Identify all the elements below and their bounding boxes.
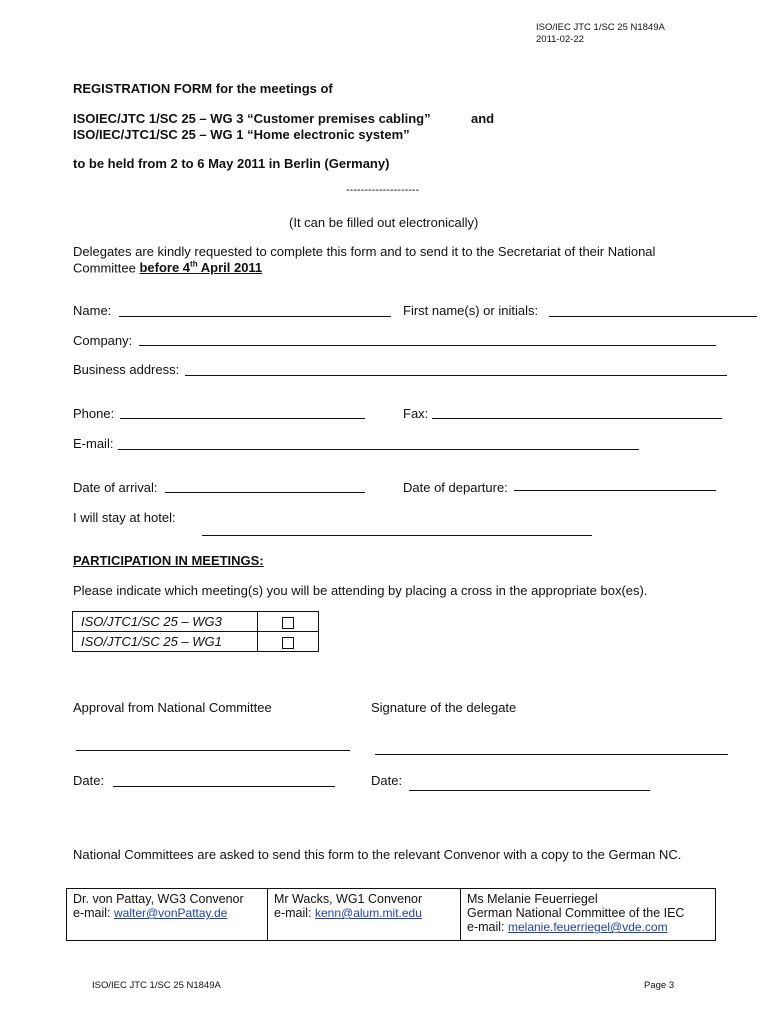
send-note: National Committees are asked to send this form to the relevant Convenor with a copy to the German NC. — [73, 847, 682, 862]
footer-doc-id: ISO/IEC JTC 1/SC 25 N1849A — [92, 980, 221, 991]
approval-signature-line[interactable] — [76, 750, 350, 751]
hotel-input-line[interactable] — [202, 535, 592, 536]
contact-german-nc: Ms Melanie Feuerriegel German National Committee of the IEC e-mail: melanie.feuerriegel@vde.com — [461, 889, 716, 941]
meetings-table — [72, 611, 319, 652]
name-input-line[interactable] — [119, 316, 391, 317]
name-label: Name: — [73, 303, 112, 318]
contact-german-nc-name: Ms Melanie Feuerriegel — [467, 892, 598, 906]
date-departure-input-line[interactable] — [514, 490, 716, 491]
contact-wg3-name: Dr. von Pattay, WG3 Convenor — [73, 892, 244, 906]
meeting-wg1-title: ISO/IEC/JTC1/SC 25 – WG 1 “Home electronic system” — [73, 127, 410, 142]
signature-label: Signature of the delegate — [371, 700, 517, 715]
approval-date-label: Date: — [73, 773, 105, 788]
separator: -------------------- — [346, 184, 420, 196]
company-label: Company: — [73, 333, 133, 348]
delegate-signature-line[interactable] — [375, 754, 728, 755]
footer-page-number: Page 3 — [644, 980, 675, 991]
contact-wg3-email-link[interactable]: walter@vonPattay.de — [113, 906, 228, 920]
contact-wg1-email-link[interactable]: kenn@alum.mit.edu — [314, 906, 422, 920]
contact-wg1: Mr Wacks, WG1 Convenor e-mail: kenn@alum.mit.edu — [268, 889, 461, 941]
date-arrival-input-line[interactable] — [165, 492, 365, 493]
meeting-label-wg1: ISO/JTC1/SC 25 – WG1 — [73, 632, 258, 652]
title-and: and — [471, 111, 495, 126]
approval-date-line[interactable] — [113, 786, 335, 787]
first-name-label: First name(s) or initials: — [403, 303, 539, 318]
meeting-dates: to be held from 2 to 6 May 2011 in Berlin (Germany) — [73, 156, 390, 171]
fax-input-line[interactable] — [432, 418, 722, 419]
contact-german-nc-email-link[interactable]: melanie.feuerriegel@vde.com — [507, 920, 668, 934]
deadline: before 4th April 2011 — [139, 260, 263, 276]
contact-wg1-name: Mr Wacks, WG1 Convenor — [274, 892, 423, 906]
phone-input-line[interactable] — [120, 418, 365, 419]
company-input-line[interactable] — [139, 345, 716, 346]
business-address-label: Business address: — [73, 362, 180, 377]
email-input-line[interactable] — [118, 449, 639, 450]
meeting-wg3-title: ISOIEC/JTC 1/SC 25 – WG 3 “Customer premises cabling” — [73, 111, 431, 126]
instructions-line2: Committee before 4th April 2011 — [73, 260, 263, 276]
meeting-row-wg3 — [73, 612, 319, 632]
instructions-line1: Delegates are kindly requested to complete this form and to send it to the Secretariat of their National — [73, 244, 656, 259]
delegate-date-label: Date: — [371, 773, 403, 788]
meeting-label-wg3: ISO/JTC1/SC 25 – WG3 — [73, 612, 258, 632]
email-label: E-mail: — [73, 436, 114, 451]
wg3-checkbox[interactable] — [282, 617, 294, 629]
date-departure-label: Date of departure: — [403, 480, 508, 495]
fax-label: Fax: — [403, 406, 429, 421]
phone-label: Phone: — [73, 406, 115, 421]
first-name-input-line[interactable] — [549, 316, 757, 317]
date-arrival-label: Date of arrival: — [73, 480, 158, 495]
participation-instruction: Please indicate which meeting(s) you will be attending by placing a cross in the appropriate box(es). — [73, 583, 648, 598]
form-title: REGISTRATION FORM for the meetings of — [73, 81, 333, 96]
wg1-checkbox[interactable] — [282, 637, 294, 649]
business-address-input-line[interactable] — [185, 375, 727, 376]
hotel-label: I will stay at hotel: — [73, 510, 176, 525]
meeting-row-wg1 — [73, 632, 319, 652]
contact-german-nc-org: German National Committee of the IEC — [467, 906, 685, 920]
contacts-table — [66, 888, 716, 941]
header-date: 2011-02-22 — [536, 34, 584, 45]
approval-label: Approval from National Committee — [73, 700, 272, 715]
contact-wg3: Dr. von Pattay, WG3 Convenor e-mail: walter@vonPattay.de — [67, 889, 268, 941]
electronic-note: (It can be filled out electronically) — [289, 215, 479, 230]
delegate-date-line[interactable] — [409, 790, 650, 791]
header-doc-id: ISO/IEC JTC 1/SC 25 N1849A — [536, 22, 665, 33]
participation-heading: PARTICIPATION IN MEETINGS: — [73, 553, 264, 568]
